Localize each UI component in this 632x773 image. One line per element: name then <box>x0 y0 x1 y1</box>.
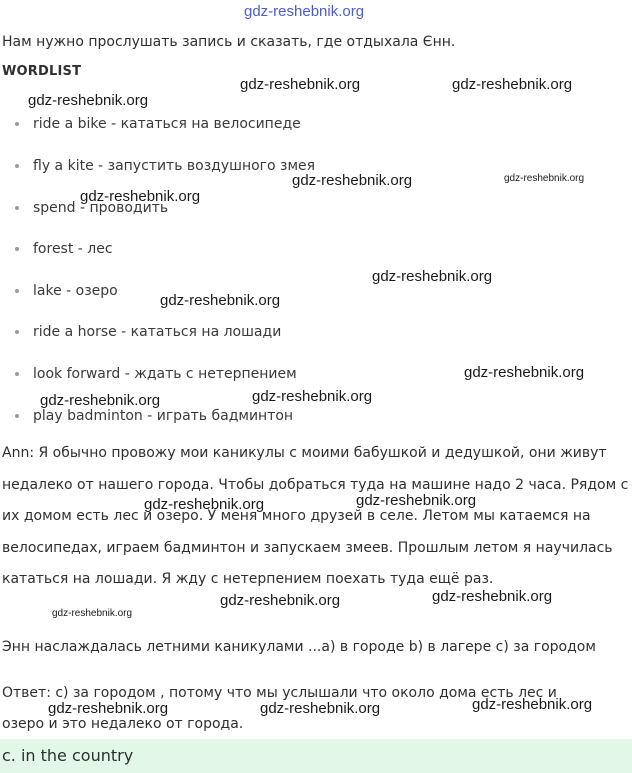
watermark: gdz-reshebnik.org <box>144 496 265 513</box>
list-item-text: look forward - ждать с нетерпением <box>33 366 297 382</box>
list-item <box>0 321 600 343</box>
watermark: gdz-reshebnik.org <box>260 700 381 717</box>
watermark: gdz-reshebnik.org <box>28 92 149 109</box>
watermark: gdz-reshebnik.org <box>160 292 281 309</box>
watermark: gdz-reshebnik.org <box>244 3 365 20</box>
watermark: gdz-reshebnik.org <box>252 388 373 405</box>
watermark: gdz-reshebnik.org <box>452 76 573 93</box>
list-item <box>0 238 600 260</box>
wordlist-title: WORDLIST <box>2 64 82 79</box>
watermark: gdz-reshebnik.org <box>356 492 477 509</box>
watermark: gdz-reshebnik.org <box>40 392 161 409</box>
question-text: Энн наслаждалась летними каникулами ...а) в городе b) в лагере с) за городом <box>2 639 596 655</box>
watermark: gdz-reshebnik.org <box>48 700 169 717</box>
bullet-icon <box>15 414 19 418</box>
answer-text: Ответ: с) за городом , потому что мы услышали что около дома есть лес и озеро и это недалеко от города. <box>2 685 557 732</box>
list-item <box>0 113 600 135</box>
watermark: gdz-reshebnik.org <box>292 172 413 189</box>
bullet-icon <box>15 164 19 168</box>
watermark: gdz-reshebnik.org <box>52 608 133 619</box>
watermark: gdz-reshebnik.org <box>504 173 585 184</box>
watermark: gdz-reshebnik.org <box>240 76 361 93</box>
intro-text: Нам нужно прослушать запись и сказать, где отдыхала Єнн. <box>2 34 456 50</box>
list-item <box>0 280 600 302</box>
story-text: Ann: Я обычно провожу мои каникулы с моими бабушкой и дедушкой, они живут недалеко от нашего города. Чтобы добраться туда на машине надо 2 часа. Рядом с их домом есть лес и озеро. У меня много друзей в селе. Летом мы катаемся на велосипедах, играем бадминтон и запускаем змеев. Прошлым летом я научилась кататься на лошади. Я жду с нетерпением поехать туда ещё раз. <box>2 445 629 587</box>
watermark: gdz-reshebnik.org <box>432 588 553 605</box>
result-banner: c. in the country <box>0 739 632 773</box>
bullet-icon <box>15 330 19 334</box>
list-item-text: play badminton - играть бадминтон <box>33 408 294 424</box>
list-item-text: ride a horse - кататься на лошади <box>33 324 282 340</box>
bullet-icon <box>15 247 19 251</box>
list-item-text: forest - лес <box>33 241 113 257</box>
bullet-icon <box>15 206 19 210</box>
list-item-text: spend - проводить <box>33 200 169 216</box>
list-item-text: ride a bike - кататься на велосипеде <box>33 116 301 132</box>
watermark: gdz-reshebnik.org <box>372 268 493 285</box>
watermark: gdz-reshebnik.org <box>472 696 593 713</box>
list-item-text: fly a kite - запустить воздушного змея <box>33 158 316 174</box>
watermark: gdz-reshebnik.org <box>220 592 341 609</box>
bullet-icon <box>15 289 19 293</box>
bullet-icon <box>15 122 19 126</box>
list-item-text: lake - озеро <box>33 283 118 299</box>
bullet-icon <box>15 372 19 376</box>
watermark: gdz-reshebnik.org <box>80 188 201 205</box>
watermark: gdz-reshebnik.org <box>464 364 585 381</box>
